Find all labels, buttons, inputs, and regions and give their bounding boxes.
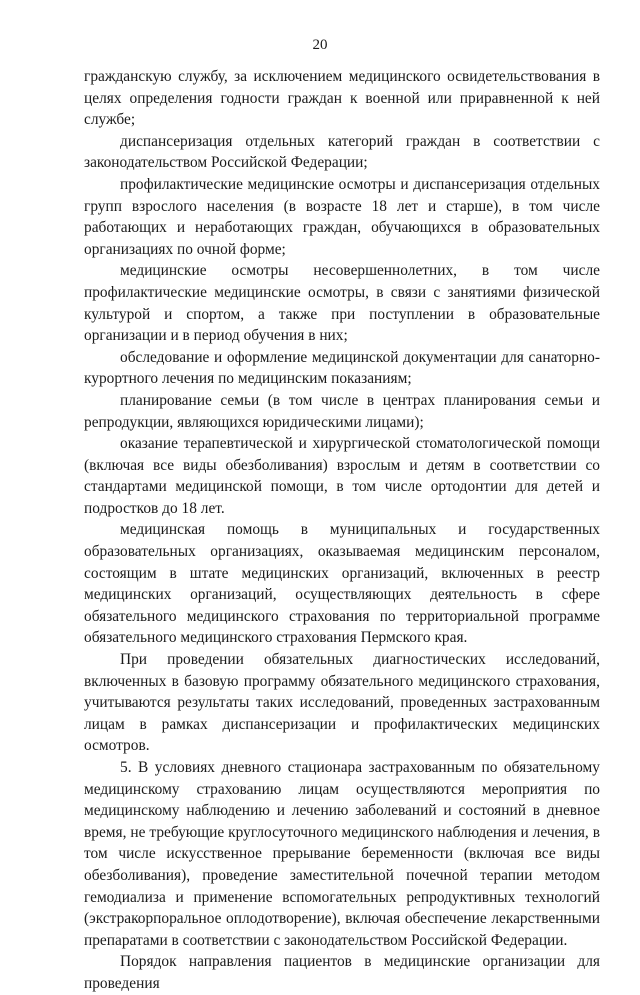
paragraph-dental-care: оказание терапевтической и хирургической стоматологической помощи (включая все виды обезболивания) взрослым и детям в соответствии со стандартами медицинской помощи, в том числе ортодонтии для детей и подростков до 18 лет.	[84, 435, 600, 517]
paragraph-dispensary-categories: диспансеризация отдельных категорий граждан в соответствии с законодательством Российской Федерации;	[84, 132, 600, 172]
paragraph-sanatorium-documentation: обследование и оформление медицинской документации для санаторно-курортного лечения по медицинским показаниям;	[84, 348, 600, 388]
paragraph-day-hospital: 5. В условиях дневного стационара застрахованным по обязательному медицинскому страхованию лицам осуществляются мероприятия по медицинскому наблюдению и лечению заболеваний и состояний в дневное время, не требующие круглосуточного медицинского наблюдения и лечения, в том числе искусственное прерывание беременности (включая все виды обезболивания), проведение заместительной почечной терапии методом гемодиализа и применение вспомогательных репродуктивных технологий (экстракорпоральное оплодотворение), включая обеспечение лекарственными препаратами в соответствии с законодательством Российской Федерации.	[84, 759, 600, 949]
paragraph-family-planning: планирование семьи (в том числе в центрах планирования семьи и репродукции, являющихся юридическими лицами);	[84, 391, 600, 431]
paragraph-civil-service-exception: гражданскую службу, за исключением медицинского освидетельствования в целях определения годности граждан к военной или приравненной к ней службе;	[84, 68, 600, 129]
paragraph-preventive-exams-adults: профилактические медицинские осмотры и диспансеризация отдельных групп взрослого населения (в возрасте 18 лет и старше), в том числе работающих и неработающих граждан, обучающихся в образовательных организациях по очной форме;	[84, 175, 600, 258]
page-number: 20	[312, 37, 328, 53]
paragraph-referral-procedure: Порядок направления пациентов в медицинские организации для проведения	[84, 953, 600, 992]
paragraph-school-medical-care: медицинская помощь в муниципальных и государственных образовательных организациях, оказываемая медицинским персоналом, состоящим в штате медицинских организаций, включенных в реестр медицинских организаций, осуществляющих деятельность в сфере обязательного медицинского страхования по территориальной программе обязательного медицинского страхования Пермского края.	[84, 521, 600, 647]
document-body	[84, 66, 600, 995]
paragraph-minors-exams: медицинские осмотры несовершеннолетних, в том числе профилактические медицинские осмотры, в связи с занятиями физической культурой и спортом, а также при поступлении в образовательные организации и в период обучения в них;	[84, 262, 600, 345]
paragraph-diagnostic-results: При проведении обязательных диагностических исследований, включенных в базовую программу обязательного медицинского страхования, учитываются результаты таких исследований, проведенных застрахованным лицам в рамках диспансеризации и профилактических медицинских осмотров.	[84, 651, 600, 755]
